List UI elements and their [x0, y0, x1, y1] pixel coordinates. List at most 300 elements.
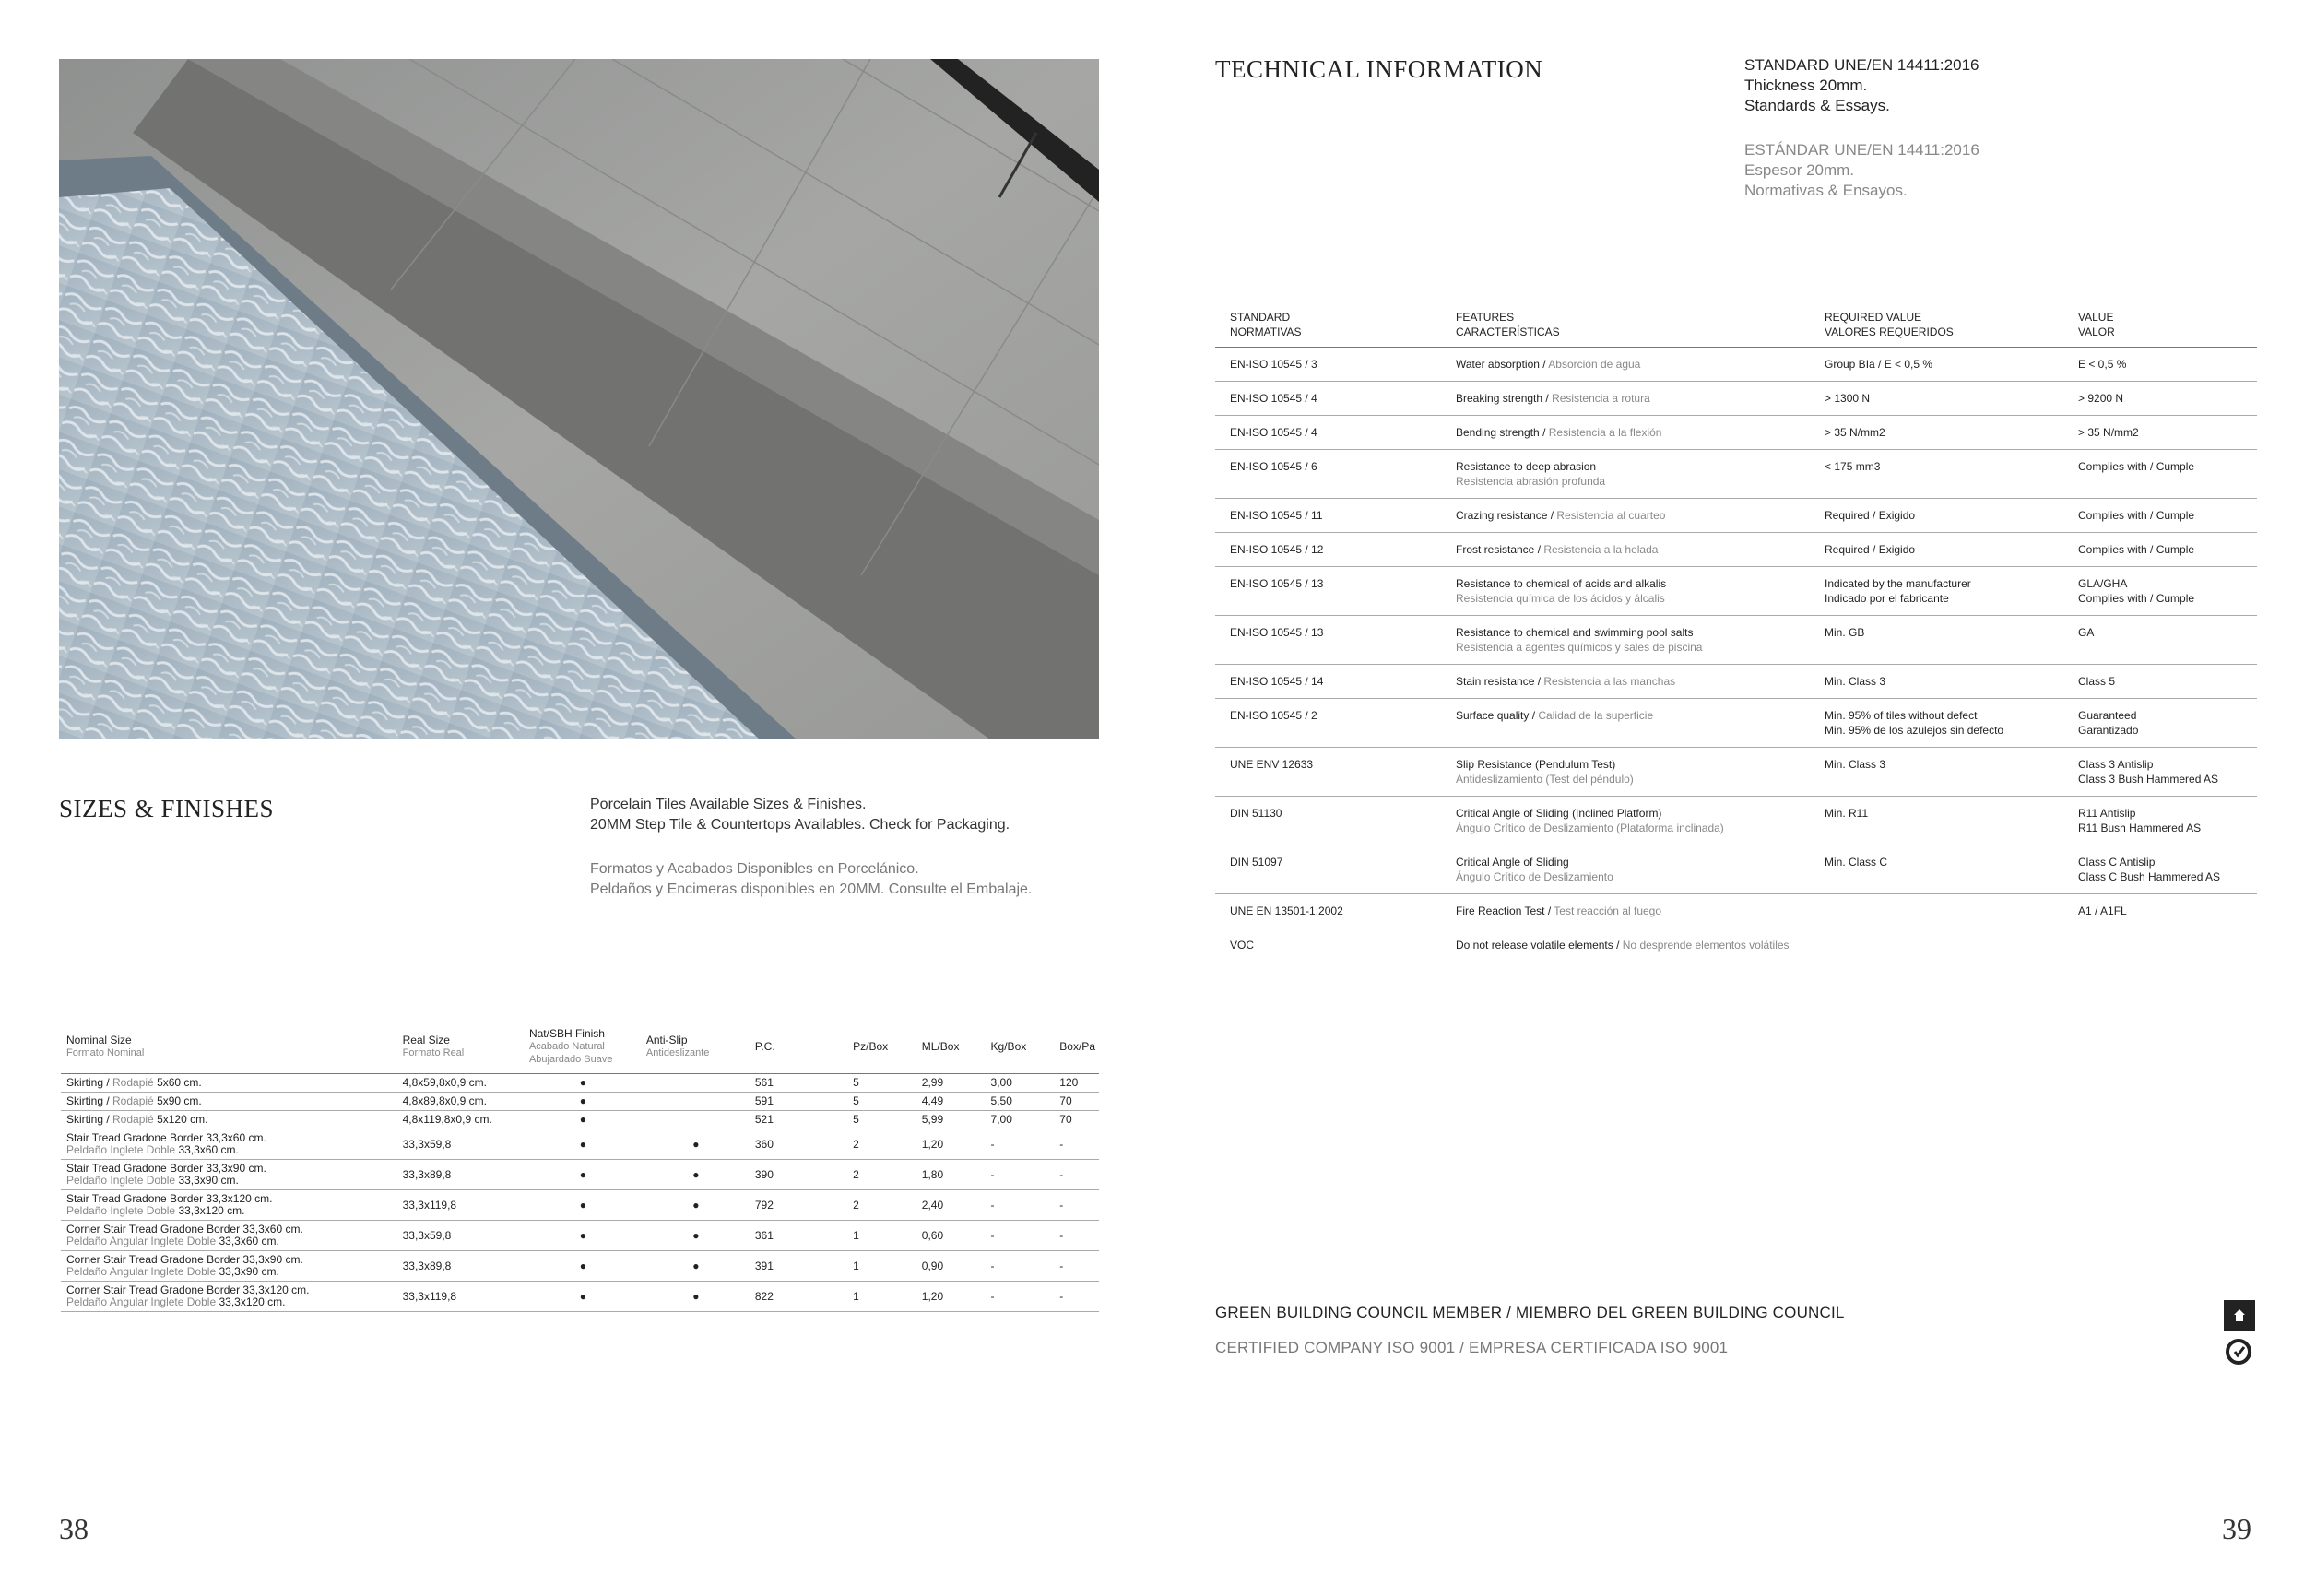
sizes-cell-anti: ● [641, 1282, 750, 1312]
sizes-row [61, 1190, 1099, 1221]
sizes-cell-ml: 4,49 [916, 1093, 986, 1111]
feature-es: Calidad de la superficie [1538, 709, 1654, 722]
tech-cell-value [2063, 616, 2257, 665]
tech-cell-value [2063, 928, 2257, 963]
tech-cell-value [2063, 382, 2257, 416]
standard-en-3: Standards & Essays. [1744, 97, 1890, 114]
tech-cell-standard: EN-ISO 10545 / 11 [1215, 499, 1441, 533]
footer-iso: CERTIFIED COMPANY ISO 9001 / EMPRESA CERTIFICADA ISO 9001 [1215, 1339, 1729, 1356]
feature-en: Surface quality / [1456, 709, 1539, 722]
sizes-cell-real: 33,3x119,8 [397, 1282, 524, 1312]
col-value [2063, 304, 2257, 348]
sizes-cell-pc: 361 [750, 1221, 847, 1251]
tech-row [1215, 533, 2257, 567]
nominal-sub-line [66, 1266, 394, 1278]
feature-en: Crazing resistance / [1456, 509, 1557, 522]
intro-es-line-1: Formatos y Acabados Disponibles en Porcelánico. [590, 861, 919, 877]
pool-photo [59, 59, 1099, 739]
sizes-cell-ml: 1,20 [916, 1129, 986, 1160]
tech-row [1215, 416, 2257, 450]
tech-cell-standard: UNE ENV 12633 [1215, 748, 1441, 797]
feature-en: Stain resistance / [1456, 675, 1544, 688]
tech-table-body [1215, 348, 2257, 963]
col-features-es: CARACTERÍSTICAS [1456, 325, 1560, 338]
sizes-cell-ml: 1,80 [916, 1160, 986, 1190]
pool-image [59, 59, 1099, 739]
value-line-1: Class C Antislip [2078, 856, 2156, 869]
value-line-2: Class 3 Bush Hammered AS [2078, 773, 2219, 786]
col-pc: P.C. [750, 1023, 847, 1074]
feature-en: Do not release volatile elements / [1456, 939, 1623, 952]
col-value-label: VALUE [2078, 311, 2114, 324]
nominal-sub-size: 33,3x120 cm. [219, 1295, 286, 1308]
feature-en: Breaking strength / [1456, 392, 1553, 405]
feature-es-line: Resistencia a agentes químicos y sales de piscina [1456, 641, 1703, 654]
tech-cell-value [2063, 748, 2257, 797]
nominal-en: Stair Tread Gradone Border 33,3x120 cm. [66, 1192, 273, 1205]
tech-row [1215, 499, 2257, 533]
sizes-cell-kg: 7,00 [986, 1111, 1055, 1129]
sizes-cell-real: 4,8x89,8x0,9 cm. [397, 1093, 524, 1111]
sizes-cell-anti [641, 1093, 750, 1111]
tech-row [1215, 845, 2257, 894]
tech-cell-value [2063, 348, 2257, 382]
tech-cell-required [1810, 699, 2063, 748]
sizes-cell-nat: ● [524, 1074, 641, 1093]
required-line-1: Min. Class 3 [1825, 758, 1886, 771]
sizes-cell-pz: 2 [847, 1129, 916, 1160]
sizes-cell-real: 33,3x89,8 [397, 1160, 524, 1190]
nominal-sub-line [66, 1235, 394, 1247]
feature-line [1456, 508, 1806, 523]
tech-cell-feature [1441, 894, 1810, 928]
required-line-1: > 1300 N [1825, 392, 1871, 405]
col-real-label: Real Size [402, 1034, 450, 1046]
tech-cell-feature [1441, 748, 1810, 797]
tech-cell-required [1810, 382, 2063, 416]
sizes-cell-boxpa: - [1054, 1251, 1099, 1282]
sizes-cell-kg: - [986, 1160, 1055, 1190]
tech-row [1215, 797, 2257, 845]
feature-line [1456, 425, 1806, 440]
sizes-cell-boxpa: - [1054, 1221, 1099, 1251]
tech-row [1215, 699, 2257, 748]
required-line-1: > 35 N/mm2 [1825, 426, 1885, 439]
page-number-left: 38 [59, 1512, 89, 1545]
nominal-size: 5x60 cm. [157, 1076, 202, 1089]
nominal-sub-size: 33,3x120 cm. [178, 1204, 245, 1217]
tech-cell-feature [1441, 928, 1810, 963]
value-line-2: Complies with / Cumple [2078, 592, 2195, 605]
tech-cell-required [1810, 499, 2063, 533]
value-line-1: Guaranteed [2078, 709, 2137, 722]
sizes-cell-kg: - [986, 1190, 1055, 1221]
standard-block-es [1744, 140, 1979, 201]
tech-cell-standard: EN-ISO 10545 / 12 [1215, 533, 1441, 567]
tech-row [1215, 928, 2257, 963]
tech-cell-value [2063, 450, 2257, 499]
feature-en: Slip Resistance (Pendulum Test) [1456, 758, 1616, 771]
col-pz: Pz/Box [847, 1023, 916, 1074]
standard-en-1: STANDARD UNE/EN 14411:2016 [1744, 56, 1979, 74]
sizes-cell-ml: 5,99 [916, 1111, 986, 1129]
tech-cell-feature [1441, 499, 1810, 533]
feature-line [1456, 806, 1806, 821]
sizes-cell-nat: ● [524, 1129, 641, 1160]
page-number-right: 39 [2222, 1512, 2251, 1545]
tech-table [1215, 304, 2257, 962]
col-features-label: FEATURES [1456, 311, 1515, 324]
nominal-sub-line [66, 1144, 394, 1156]
tech-cell-required [1810, 665, 2063, 699]
sizes-row [61, 1074, 1099, 1093]
sizes-cell-nominal [61, 1111, 397, 1129]
sizes-row [61, 1160, 1099, 1190]
required-line-1: Indicated by the manufacturer [1825, 577, 1971, 590]
iso-cert-logo-icon [2224, 1337, 2255, 1368]
value-line-1: GLA/GHA [2078, 577, 2128, 590]
feature-es: Resistencia a la helada [1543, 543, 1659, 556]
tech-cell-value [2063, 665, 2257, 699]
required-line-2: Min. 95% de los azulejos sin defecto [1825, 724, 2004, 737]
sizes-cell-anti: ● [641, 1129, 750, 1160]
feature-line [1456, 391, 1806, 406]
sizes-cell-pc: 360 [750, 1129, 847, 1160]
nominal-sub-line [66, 1175, 394, 1187]
required-line-1: Min. R11 [1825, 807, 1869, 820]
intro-en-line-1: Porcelain Tiles Available Sizes & Finishes. [590, 797, 867, 812]
sizes-table-body [61, 1074, 1099, 1312]
tech-cell-standard: EN-ISO 10545 / 13 [1215, 567, 1441, 616]
col-required [1810, 304, 2063, 348]
sizes-cell-nat: ● [524, 1221, 641, 1251]
col-ml: ML/Box [916, 1023, 986, 1074]
value-line-1: Class 3 Antislip [2078, 758, 2154, 771]
tech-cell-value [2063, 699, 2257, 748]
col-standard-label: STANDARD [1230, 311, 1291, 324]
required-line-1: Min. Class C [1825, 856, 1888, 869]
tech-cell-required [1810, 748, 2063, 797]
feature-es: Test reacción al fuego [1554, 904, 1662, 917]
tech-row [1215, 616, 2257, 665]
footer-green-building: GREEN BUILDING COUNCIL MEMBER / MIEMBRO DEL GREEN BUILDING COUNCIL [1215, 1304, 1845, 1321]
col-nat-es2: Abujardado Suave [528, 1054, 613, 1065]
tech-cell-feature [1441, 382, 1810, 416]
gbc-logo-icon [2224, 1300, 2255, 1331]
sizes-cell-nominal [61, 1129, 397, 1160]
sizes-title: SIZES & FINISHES [59, 795, 275, 822]
sizes-cell-anti: ● [641, 1190, 750, 1221]
sizes-cell-kg: - [986, 1221, 1055, 1251]
tech-cell-standard: EN-ISO 10545 / 4 [1215, 416, 1441, 450]
sizes-cell-pc: 521 [750, 1111, 847, 1129]
sizes-table-wrapper [61, 1023, 1099, 1312]
sizes-cell-pz: 1 [847, 1251, 916, 1282]
sizes-cell-pc: 561 [750, 1074, 847, 1093]
tech-cell-standard: VOC [1230, 939, 1255, 952]
tech-cell-required [1810, 894, 2063, 928]
value-line-1: GA [2078, 626, 2095, 639]
sizes-cell-pz: 1 [847, 1221, 916, 1251]
sizes-cell-anti: ● [641, 1160, 750, 1190]
nominal-size: 5x120 cm. [157, 1113, 208, 1126]
feature-en: Resistance to deep abrasion [1456, 460, 1597, 473]
sizes-cell-kg: - [986, 1251, 1055, 1282]
tech-cell-feature [1441, 533, 1810, 567]
sizes-cell-anti [641, 1074, 750, 1093]
sizes-cell-nominal [61, 1190, 397, 1221]
sizes-cell-anti [641, 1111, 750, 1129]
tech-cell-standard: EN-ISO 10545 / 3 [1215, 348, 1441, 382]
col-standard-es: NORMATIVAS [1230, 325, 1302, 338]
nominal-es: Rodapié [112, 1094, 158, 1107]
col-nominal-label: Nominal Size [66, 1034, 132, 1046]
tech-cell-feature [1441, 348, 1810, 382]
col-value-es: VALOR [2078, 325, 2115, 338]
feature-es-line: Resistencia química de los ácidos y álcalis [1456, 592, 1665, 605]
feature-es-line: Ángulo Crítico de Deslizamiento (Plataforma inclinada) [1456, 822, 1724, 834]
feature-es: Resistencia a rotura [1552, 392, 1650, 405]
tech-cell-required [1810, 928, 2063, 963]
sizes-cell-nat: ● [524, 1111, 641, 1129]
value-line-1: Complies with / Cumple [2078, 543, 2195, 556]
tech-cell-standard: UNE EN 13501-1:2002 [1215, 894, 1441, 928]
nominal-sub-size: 33,3x90 cm. [178, 1174, 239, 1187]
nominal-sub-line [66, 1205, 394, 1217]
intro-es-line-2: Peldaños y Encimeras disponibles en 20MM. Consulte el Embalaje. [590, 881, 1033, 897]
nominal-sub-es: Peldaño Angular Inglete Doble [66, 1235, 219, 1247]
tech-header-row [1215, 304, 2257, 348]
feature-en: Resistance to chemical of acids and alkalis [1456, 577, 1667, 590]
nominal-line [66, 1095, 394, 1107]
tech-cell-required [1810, 616, 2063, 665]
value-line-1: > 9200 N [2078, 392, 2124, 405]
tech-cell-value [2063, 533, 2257, 567]
sizes-cell-nominal [61, 1221, 397, 1251]
tech-cell-feature [1441, 450, 1810, 499]
tech-row [1215, 665, 2257, 699]
required-line-2: Indicado por el fabricante [1825, 592, 1949, 605]
sizes-cell-boxpa: - [1054, 1129, 1099, 1160]
sizes-cell-boxpa: - [1054, 1190, 1099, 1221]
col-real-es: Formato Real [402, 1047, 465, 1058]
tech-cell-value [2063, 894, 2257, 928]
intro-en-line-2: 20MM Step Tile & Countertops Availables. Check for Packaging. [590, 817, 1010, 833]
sizes-cell-nat: ● [524, 1251, 641, 1282]
required-line-1: Min. GB [1825, 626, 1865, 639]
value-line-1: Class 5 [2078, 675, 2116, 688]
tech-cell-feature [1441, 616, 1810, 665]
sizes-cell-pc: 390 [750, 1160, 847, 1190]
col-nat-es1: Acabado Natural [528, 1041, 605, 1052]
sizes-cell-nominal [61, 1074, 397, 1093]
feature-en: Resistance to chemical and swimming pool salts [1456, 626, 1694, 639]
tech-cell-standard: DIN 51130 [1215, 797, 1441, 845]
feature-es: Resistencia al cuarteo [1556, 509, 1666, 522]
feature-line [1456, 357, 1806, 372]
feature-es: Absorción de agua [1548, 358, 1641, 371]
col-nat-label: Nat/SBH Finish [528, 1027, 605, 1040]
required-line-1: Required / Exigido [1825, 509, 1916, 522]
nominal-en: Skirting / [66, 1076, 113, 1089]
tech-cell-feature [1441, 567, 1810, 616]
sizes-row [61, 1221, 1099, 1251]
nominal-en: Corner Stair Tread Gradone Border 33,3x60 cm. [66, 1223, 303, 1235]
sizes-cell-nat: ● [524, 1190, 641, 1221]
feature-es: No desprende elementos volátiles [1622, 939, 1790, 952]
value-line-2: R11 Bush Hammered AS [2078, 822, 2202, 834]
required-line-1: Min. 95% of tiles without defect [1825, 709, 1978, 722]
sizes-cell-nominal [61, 1093, 397, 1111]
sizes-cell-anti: ● [641, 1221, 750, 1251]
tech-row [1215, 382, 2257, 416]
sizes-cell-real: 33,3x59,8 [397, 1129, 524, 1160]
col-nominal [61, 1023, 397, 1074]
nominal-sub-size: 33,3x90 cm. [219, 1265, 279, 1278]
feature-en: Fire Reaction Test / [1456, 904, 1554, 917]
nominal-en: Stair Tread Gradone Border 33,3x90 cm. [66, 1162, 266, 1175]
sizes-cell-pc: 391 [750, 1251, 847, 1282]
value-line-2: Class C Bush Hammered AS [2078, 870, 2221, 883]
tech-cell-required [1810, 348, 2063, 382]
sizes-header-row [61, 1023, 1099, 1074]
value-line-1: R11 Antislip [2078, 807, 2136, 820]
nominal-es: Rodapié [112, 1076, 158, 1089]
feature-line [1456, 674, 1806, 689]
col-nat [524, 1023, 641, 1074]
sizes-cell-nat: ● [524, 1093, 641, 1111]
feature-en: Bending strength / [1456, 426, 1549, 439]
nominal-sub-size: 33,3x60 cm. [178, 1143, 239, 1156]
sizes-cell-pc: 591 [750, 1093, 847, 1111]
sizes-cell-anti: ● [641, 1251, 750, 1282]
tech-cell-required [1810, 416, 2063, 450]
sizes-cell-ml: 0,60 [916, 1221, 986, 1251]
nominal-sub-es: Peldaño Angular Inglete Doble [66, 1295, 219, 1308]
sizes-cell-boxpa: 70 [1054, 1111, 1099, 1129]
sizes-cell-pc: 792 [750, 1190, 847, 1221]
tech-cell-value [2063, 416, 2257, 450]
tech-cell-feature [1441, 797, 1810, 845]
feature-es-line: Ángulo Crítico de Deslizamiento [1456, 870, 1613, 883]
sizes-cell-ml: 1,20 [916, 1282, 986, 1312]
sizes-cell-boxpa: - [1054, 1160, 1099, 1190]
nominal-en: Stair Tread Gradone Border 33,3x60 cm. [66, 1131, 266, 1144]
sizes-cell-nominal [61, 1251, 397, 1282]
required-line-1: Min. Class 3 [1825, 675, 1886, 688]
sizes-table [61, 1023, 1099, 1312]
col-required-es: VALORES REQUERIDOS [1825, 325, 1954, 338]
value-line-1: Complies with / Cumple [2078, 509, 2195, 522]
sizes-cell-ml: 2,99 [916, 1074, 986, 1093]
col-real [397, 1023, 524, 1074]
sizes-cell-kg: 3,00 [986, 1074, 1055, 1093]
tech-cell-feature [1441, 665, 1810, 699]
tech-cell-required [1810, 797, 2063, 845]
feature-es-line: Resistencia abrasión profunda [1456, 475, 1606, 488]
tech-row [1215, 567, 2257, 616]
tech-cell-required [1810, 450, 2063, 499]
sizes-cell-boxpa: 120 [1054, 1074, 1099, 1093]
standard-es-1: ESTÁNDAR UNE/EN 14411:2016 [1744, 141, 1979, 159]
feature-en: Critical Angle of Sliding (Inclined Platform) [1456, 807, 1662, 820]
nominal-es: Rodapié [112, 1113, 158, 1126]
nominal-sub-es: Peldaño Inglete Doble [66, 1204, 179, 1217]
col-anti [641, 1023, 750, 1074]
tech-cell-required [1810, 567, 2063, 616]
tech-table-wrapper [1215, 304, 2257, 962]
sizes-cell-nat: ● [524, 1160, 641, 1190]
tech-cell-feature [1441, 416, 1810, 450]
nominal-sub-es: Peldaño Angular Inglete Doble [66, 1265, 219, 1278]
value-line-1: Complies with / Cumple [2078, 460, 2195, 473]
sizes-cell-pc: 822 [750, 1282, 847, 1312]
sizes-cell-kg: - [986, 1129, 1055, 1160]
sizes-cell-ml: 0,90 [916, 1251, 986, 1282]
value-line-1: A1 / A1FL [2078, 904, 2127, 917]
tech-row [1215, 894, 2257, 928]
sizes-cell-pz: 2 [847, 1190, 916, 1221]
tech-title: TECHNICAL INFORMATION [1215, 55, 1543, 83]
value-line-2: Garantizado [2078, 724, 2139, 737]
tech-cell-required [1810, 845, 2063, 894]
required-line-1: Group BIa / E < 0,5 % [1825, 358, 1933, 371]
feature-line [1456, 625, 1806, 640]
nominal-sub-line [66, 1296, 394, 1308]
sizes-cell-kg: 5,50 [986, 1093, 1055, 1111]
sizes-row [61, 1129, 1099, 1160]
tech-cell-standard: DIN 51097 [1215, 845, 1441, 894]
required-line-1: Required / Exigido [1825, 543, 1916, 556]
nominal-line [66, 1114, 394, 1126]
sizes-row [61, 1111, 1099, 1129]
nominal-en: Corner Stair Tread Gradone Border 33,3x90 cm. [66, 1253, 303, 1266]
sizes-cell-real: 4,8x59,8x0,9 cm. [397, 1074, 524, 1093]
feature-line [1456, 459, 1806, 474]
tech-row [1215, 348, 2257, 382]
sizes-cell-real: 33,3x119,8 [397, 1190, 524, 1221]
feature-line [1456, 576, 1806, 591]
feature-en: Water absorption / [1456, 358, 1549, 371]
feature-line [1456, 938, 1806, 952]
nominal-sub-es: Peldaño Inglete Doble [66, 1174, 179, 1187]
nominal-sub-size: 33,3x60 cm. [219, 1235, 279, 1247]
nominal-en: Corner Stair Tread Gradone Border 33,3x120 cm. [66, 1283, 310, 1296]
value-line-1: > 35 N/mm2 [2078, 426, 2139, 439]
sizes-cell-real: 33,3x89,8 [397, 1251, 524, 1282]
tech-cell-standard: EN-ISO 10545 / 2 [1215, 699, 1441, 748]
feature-line [1456, 542, 1806, 557]
sizes-cell-boxpa: - [1054, 1282, 1099, 1312]
sizes-cell-nat: ● [524, 1282, 641, 1312]
sizes-intro-en [590, 795, 1010, 835]
tech-row [1215, 748, 2257, 797]
sizes-cell-kg: - [986, 1282, 1055, 1312]
sizes-cell-boxpa: 70 [1054, 1093, 1099, 1111]
feature-en: Frost resistance / [1456, 543, 1544, 556]
col-anti-label: Anti-Slip [645, 1034, 688, 1046]
tech-cell-standard: EN-ISO 10545 / 6 [1215, 450, 1441, 499]
sizes-cell-nominal [61, 1160, 397, 1190]
feature-es: Resistencia a las manchas [1543, 675, 1676, 688]
sizes-row [61, 1251, 1099, 1282]
nominal-sub-es: Peldaño Inglete Doble [66, 1143, 179, 1156]
sizes-intro-es [590, 859, 1032, 900]
col-anti-es: Antideslizante [645, 1047, 710, 1058]
col-required-label: REQUIRED VALUE [1825, 311, 1922, 324]
sizes-cell-pz: 5 [847, 1093, 916, 1111]
tech-row [1215, 450, 2257, 499]
